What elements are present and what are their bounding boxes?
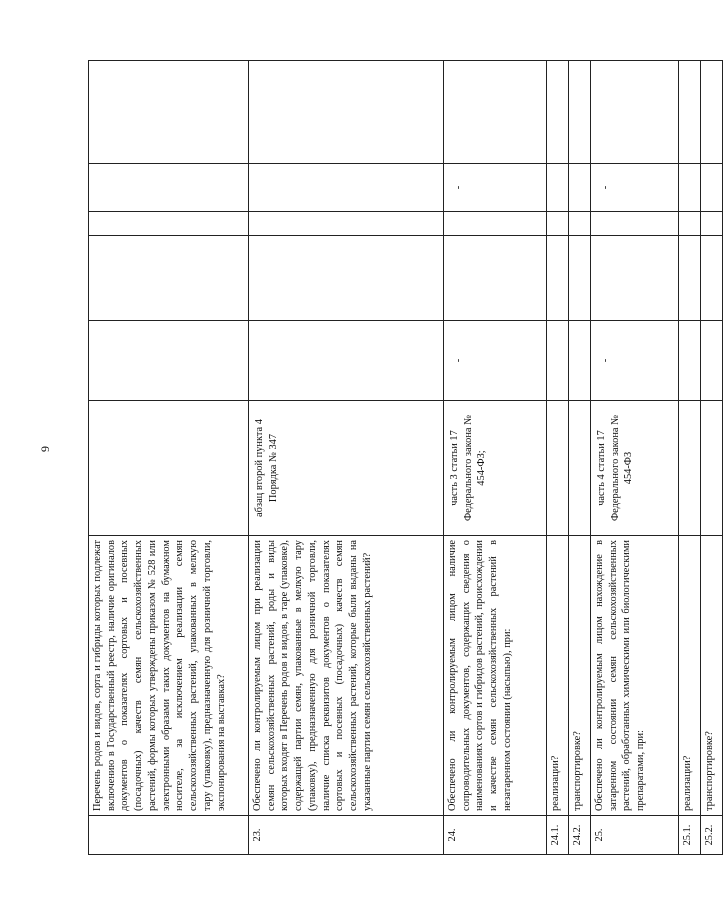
answer-no-cell (701, 236, 723, 321)
narrow-cell (89, 212, 249, 236)
requirement-cell: Обеспечено ли контролируемым лицом наличие сопроводительных документов, содержащих сведения о наименованиях сортов и гибридов растений, происхождении и качестве семян сельскохозяйственных растений в незатаренном состоянии (насыпью), при: (444, 536, 547, 816)
table-row (249, 61, 444, 855)
legal-reference-cell: часть 4 статьи 17 Федерального закона № 454-ФЗ (591, 401, 679, 536)
row-number-cell: 25.1. (679, 816, 701, 855)
requirement-cell: Обеспечено ли контролируемым лицом нахождение в затаренном состоянии семян сельскохозяйственных растений, обработанных химическими или биологическими препаратами, при: (591, 536, 679, 816)
narrow-cell (444, 212, 547, 236)
note-cell (249, 61, 444, 164)
checklist-table (88, 60, 723, 855)
row-number-cell: 25. (591, 816, 679, 855)
not-applicable-cell (89, 164, 249, 212)
not-applicable-cell (569, 164, 591, 212)
narrow-cell (547, 212, 569, 236)
requirement-cell: транспортировке? (701, 536, 723, 816)
legal-reference-cell (701, 401, 723, 536)
legal-reference-cell (569, 401, 591, 536)
table-row (89, 61, 249, 855)
requirement-cell: реализации? (679, 536, 701, 816)
row-number-cell: 24. (444, 816, 547, 855)
row-number-cell (89, 816, 249, 855)
not-applicable-cell: - (591, 164, 679, 212)
legal-reference-cell (89, 401, 249, 536)
requirement-cell: транспортировке? (569, 536, 591, 816)
note-cell (444, 61, 547, 164)
checklist-table-container (88, 61, 715, 855)
answer-no-cell (89, 236, 249, 321)
page-number: 9 (38, 446, 52, 452)
narrow-cell (591, 212, 679, 236)
answer-yes-cell: - (591, 321, 679, 401)
legal-reference-cell (547, 401, 569, 536)
note-cell (591, 61, 679, 164)
requirement-cell: Обеспечено ли контролируемым лицом при реализации семян сельскохозяйственных растений, роды и виды которых входят в Перечень родов и видов, в таре (упаковке), содержащей партии семян, упакованные в мелкую тару (упаковку), предназначенную для розничной торговли, наличие списка реквизитов документов о показателях сортовых и посевных (посадочных) качеств семян сельскохозяйственных растений, которые были выданы на указанные партии семян сельскохозяйственных растений? (249, 536, 444, 816)
answer-yes-cell: - (444, 321, 547, 401)
legal-reference-cell: абзац второй пункта 4 Порядка № 347 (249, 401, 444, 536)
not-applicable-cell: - (444, 164, 547, 212)
answer-no-cell (547, 236, 569, 321)
narrow-cell (249, 212, 444, 236)
table-row (679, 61, 701, 855)
row-number-cell: 23. (249, 816, 444, 855)
table-row (547, 61, 569, 855)
narrow-cell (679, 212, 701, 236)
answer-no-cell (444, 236, 547, 321)
narrow-cell (701, 212, 723, 236)
table-row (701, 61, 723, 855)
answer-no-cell (249, 236, 444, 321)
not-applicable-cell (249, 164, 444, 212)
not-applicable-cell (679, 164, 701, 212)
table-row (591, 61, 679, 855)
not-applicable-cell (547, 164, 569, 212)
answer-yes-cell (701, 321, 723, 401)
table-row (444, 61, 547, 855)
answer-yes-cell (89, 321, 249, 401)
table-row (569, 61, 591, 855)
answer-yes-cell (569, 321, 591, 401)
requirement-cell: Перечень родов и видов, сорта и гибриды которых подлежат включению в Государственный реестр, наличие оригиналов документов о показателях сортовых и посевных (посадочных) качеств семян сельскохозяйственных растений, формы которых утверждены приказом № 528 или электронными образами таких документов на бумажном носителе, за исключением реализации семян сельскохозяйственных растений, упакованных в мелкую тару (упаковку), предназначенную для розничной торговли, экспонирования на выставках? (89, 536, 249, 816)
note-cell (89, 61, 249, 164)
note-cell (701, 61, 723, 164)
note-cell (569, 61, 591, 164)
answer-no-cell (569, 236, 591, 321)
note-cell (547, 61, 569, 164)
answer-no-cell (591, 236, 679, 321)
table-body (89, 61, 723, 855)
answer-yes-cell (547, 321, 569, 401)
row-number-cell: 24.2. (569, 816, 591, 855)
answer-no-cell (679, 236, 701, 321)
legal-reference-cell (679, 401, 701, 536)
answer-yes-cell (679, 321, 701, 401)
narrow-cell (569, 212, 591, 236)
row-number-cell: 24.1. (547, 816, 569, 855)
requirement-cell: реализации? (547, 536, 569, 816)
note-cell (679, 61, 701, 164)
answer-yes-cell (249, 321, 444, 401)
row-number-cell: 25.2. (701, 816, 723, 855)
legal-reference-cell: часть 3 статьи 17 Федерального закона № 454-ФЗ; (444, 401, 547, 536)
not-applicable-cell (701, 164, 723, 212)
